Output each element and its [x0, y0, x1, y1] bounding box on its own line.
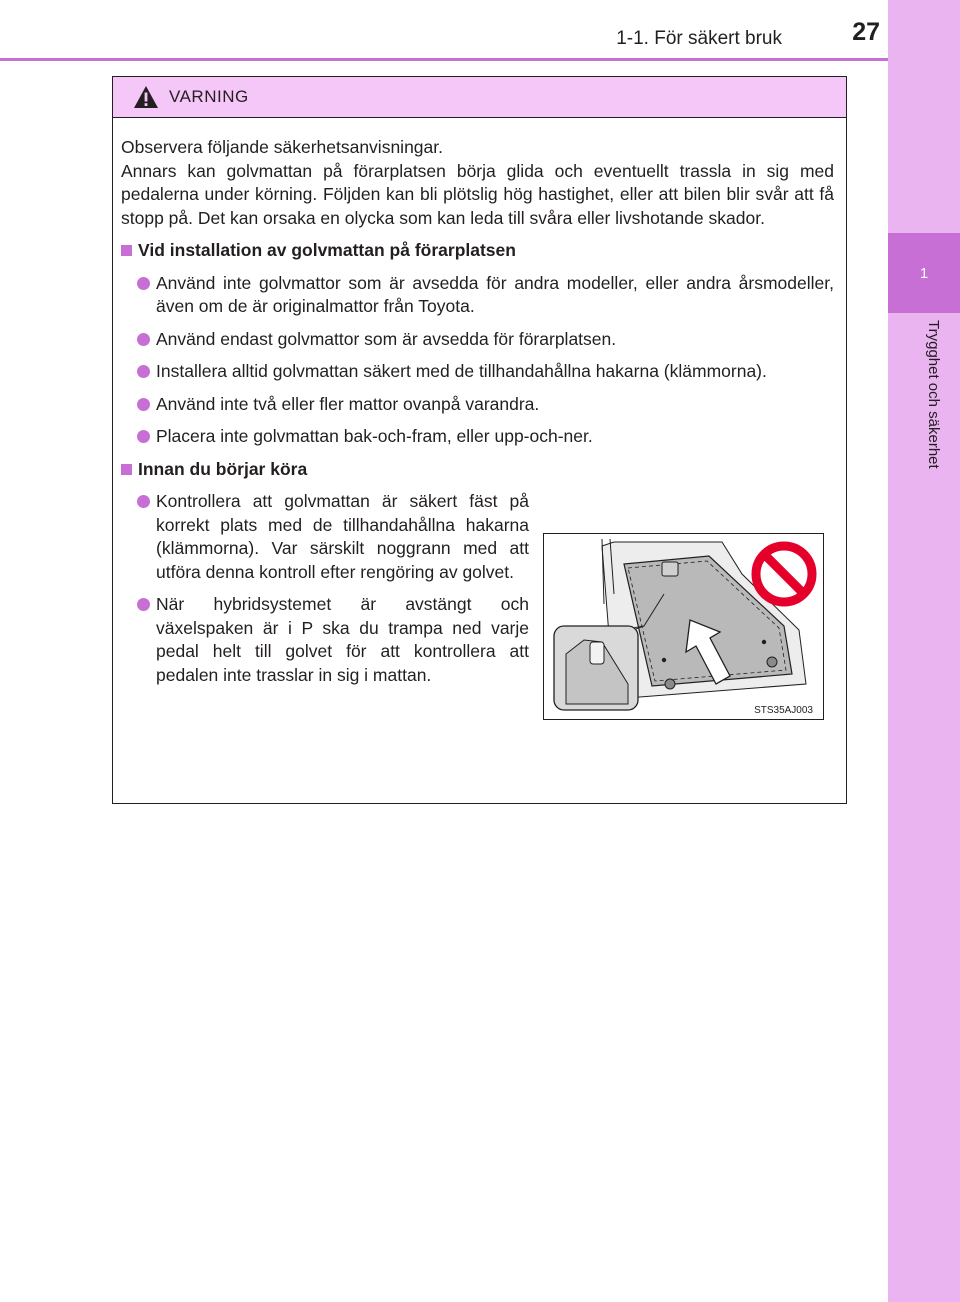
list-item-text: När hybridsystemet är avstängt och växelspaken är i P ska du trampa ned varje pedal helt till golvet för att kontrollera att pedalen inte trasslar in sig i mattan.: [156, 594, 529, 685]
header-rule: [0, 58, 888, 61]
list-item: [121, 593, 529, 687]
bullet-dot-icon: [137, 495, 150, 508]
warning-triangle-icon: [133, 85, 159, 109]
before-driving-list: [121, 490, 529, 687]
list-item: [121, 425, 834, 449]
list-item-text: Använd inte två eller fler mattor ovanpå varandra.: [156, 393, 540, 414]
intro-line: Observera följande säkerhetsanvisningar.: [121, 137, 443, 157]
warning-title: VARNING: [169, 87, 249, 106]
warning-intro: [121, 136, 834, 230]
floor-mat-illustration: [543, 533, 824, 720]
list-item: [121, 490, 529, 584]
square-bullet-icon: [121, 245, 132, 256]
list-item-text: Kontrollera att golvmattan är säkert fäst på korrekt plats med de tillhandahållna hakarna (klämmorna). Var särskilt noggrann med att utföra denna kontroll efter rengöring av golvet.: [156, 491, 529, 582]
page-number: 27: [852, 18, 880, 46]
intro-paragraph: Annars kan golvmattan på förarplatsen börja glida och eventuellt trassla in sig med pedalerna under körning. Följden kan bli plötslig hög hastighet, eller att bilen blir svår att få stopp på. Det kan orsaka en olycka som kan leda till svåra eller livshotande skador.: [121, 160, 834, 228]
list-item: [121, 360, 834, 384]
section-heading-installation: [121, 239, 834, 263]
list-item-text: Använd endast golvmattor som är avsedda för förarplatsen.: [156, 328, 617, 349]
warning-header: [113, 77, 846, 118]
section-heading-before-driving: [121, 458, 834, 482]
list-item-text: Placera inte golvmattan bak-och-fram, eller upp-och-ner.: [156, 426, 593, 446]
list-item-text: Installera alltid golvmattan säkert med de tillhandahållna hakarna (klämmorna).: [156, 361, 767, 381]
list-item: [121, 272, 834, 319]
list-item: [121, 328, 834, 352]
chapter-side-tab: [888, 0, 960, 1302]
bullet-dot-icon: [137, 365, 150, 378]
chapter-number: 1: [888, 233, 960, 313]
bullet-dot-icon: [137, 598, 150, 611]
chapter-title: Trygghet och säkerhet: [925, 320, 942, 469]
square-bullet-icon: [121, 464, 132, 475]
section-heading-text: Vid installation av golvmattan på förarplatsen: [138, 240, 516, 260]
figure-code: STS35AJ003: [754, 705, 813, 716]
floor-mat-drawing: [544, 534, 823, 719]
bullet-dot-icon: [137, 398, 150, 411]
section-heading-text: Innan du börjar köra: [138, 458, 308, 479]
section-title: 1-1. För säkert bruk: [616, 28, 782, 49]
warning-box: [112, 76, 847, 804]
bullet-dot-icon: [137, 333, 150, 346]
list-item-text: Använd inte golvmattor som är avsedda för andra modeller, eller andra årsmodeller, även om de är originalmattor från Toyota.: [156, 272, 834, 316]
bullet-dot-icon: [137, 430, 150, 443]
list-item: [121, 393, 834, 417]
bullet-dot-icon: [137, 277, 150, 290]
